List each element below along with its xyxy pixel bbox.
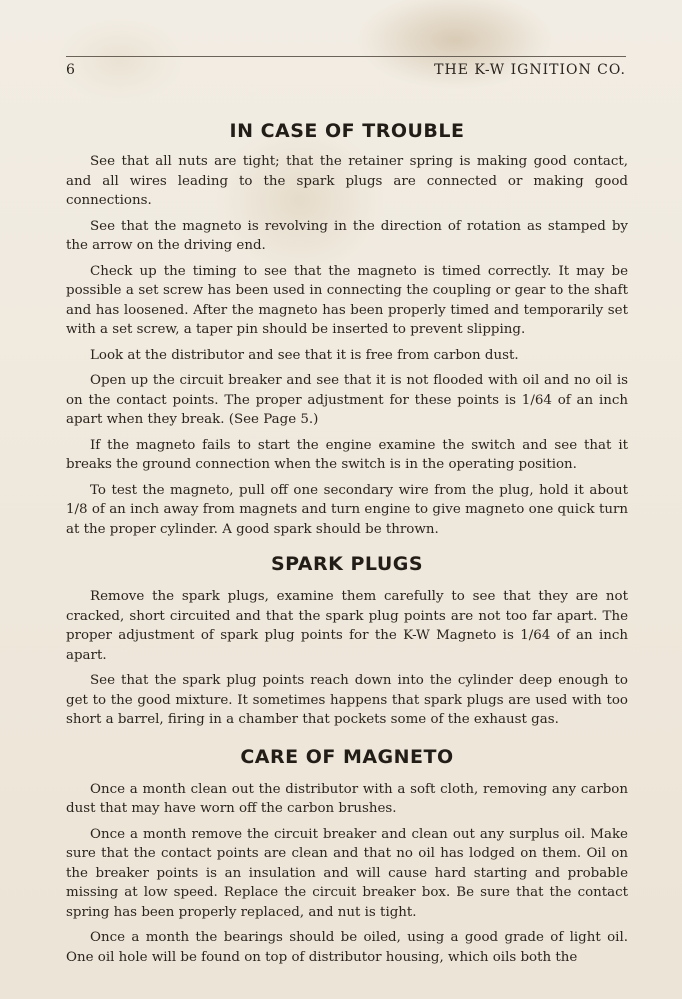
paragraph: If the magneto fails to start the engine examine the switch and see that it breaks the ground connection when the switch is in the operating position. xyxy=(66,437,628,472)
section-title-care-of-magneto: CARE OF MAGNETO xyxy=(240,745,454,768)
paragraph: Remove the spark plugs, examine them carefully to see that they are not cracked, short circuited and that the spark plug points are not too far apart. The proper adjustment of spark plug points for the K-W Magneto is 1/64 of an inch apart. xyxy=(66,589,628,663)
paragraph: See that the spark plug points reach down into the cylinder deep enough to get to the good mixture. It sometimes happens that spark plugs are used with too short a barrel, firing in a chamber that pockets some of the exhaust gas. xyxy=(66,673,628,727)
page-number: 6 xyxy=(66,62,76,78)
section-title-spark-plugs: SPARK PLUGS xyxy=(270,553,424,575)
company-name: THE K-W IGNITION CO. xyxy=(434,62,626,78)
document-body xyxy=(66,120,628,973)
page-header xyxy=(66,62,626,78)
paragraph: Check up the timing to see that the magneto is timed correctly. It may be possible a set screw has been used in connecting the coupling or gear to the shaft and has loosened. After the magneto has been properly timed and temporarily set with a set screw, a taper pin should be inserted to prevent slipping. xyxy=(66,263,628,337)
paragraph: See that all nuts are tight; that the retainer spring is making good contact, and all wires leading to the spark plugs are connected or making good connections. xyxy=(66,154,628,208)
paragraph: To test the magneto, pull off one secondary wire from the plug, hold it about 1/8 of an inch away from magnets and turn engine to give magneto one quick turn at the proper cylinder. A good spark should be thrown. xyxy=(66,482,628,537)
paragraph: See that the magneto is revolving in the direction of rotation as stamped by the arrow on the driving end. xyxy=(66,218,628,253)
header-rule xyxy=(66,56,626,57)
paragraph: Look at the distributor and see that it is free from carbon dust. xyxy=(90,347,519,363)
paragraph: Once a month clean out the distributor with a soft cloth, removing any carbon dust that may have worn off the carbon brushes. xyxy=(66,781,628,816)
paragraph: Open up the circuit breaker and see that it is not flooded with oil and no oil is on the contact points. The proper adjustment for these points is 1/64 of an inch apart when they break. (See Page 5.) xyxy=(66,373,628,427)
paragraph: Once a month remove the circuit breaker and clean out any surplus oil. Make sure that the contact points are clean and that no oil has lodged on them. Oil on the breaker points is an insulation and will cause hard starting and probable missing at low speed. Replace the circuit breaker box. Be sure that the contact spring has been properly replaced, and nut is tight. xyxy=(66,826,628,920)
section-title-trouble: IN CASE OF TROUBLE xyxy=(229,120,465,142)
paragraph: Once a month the bearings should be oiled, using a good grade of light oil. One oil hole will be found on top of distributor housing, which oils both the xyxy=(66,930,628,965)
